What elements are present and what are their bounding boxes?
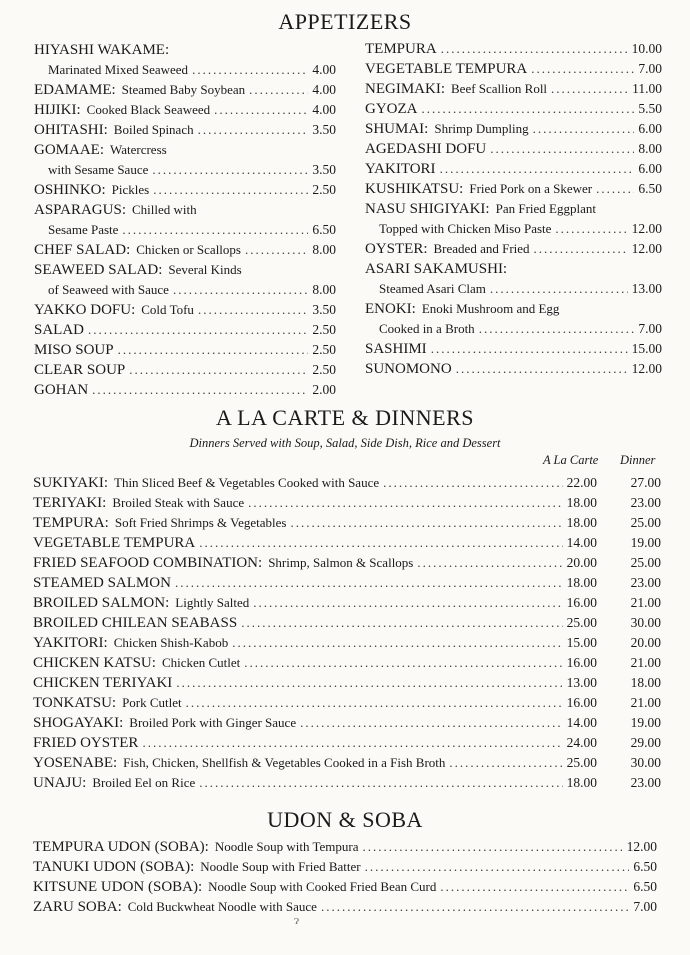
dinner-item (33, 533, 661, 553)
item-description: Broiled Steak with Sauce (112, 495, 245, 510)
menu-item (34, 100, 336, 120)
item-description: Broiled Pork with Ginger Sauce (129, 715, 297, 730)
item-line (365, 39, 662, 59)
a-la-carte-price: 18.00 (566, 495, 597, 510)
dinner-item (33, 493, 661, 513)
dinners-title: A LA CARTE & DINNERS (215, 405, 475, 430)
dot-leader (383, 473, 563, 493)
item-line (34, 280, 336, 300)
dot-leader (92, 380, 308, 400)
dinner-price: 21.00 (630, 695, 661, 710)
dinner-item (33, 773, 661, 793)
item-description: Shrimp Dumpling (434, 121, 529, 136)
dot-leader (249, 80, 308, 100)
item-description: Enoki Mushroom and Egg (421, 301, 560, 316)
udon-soba-title: UDON & SOBA (267, 807, 423, 832)
a-la-carte-price: 18.00 (566, 775, 597, 790)
a-la-carte-price: 18.00 (566, 575, 597, 590)
appetizers-title: APPETIZERS (278, 9, 412, 34)
dot-leader (152, 160, 308, 180)
dinners-list (33, 473, 661, 793)
item-description: Fried Pork on a Skewer (469, 181, 593, 196)
item-price: 5.50 (638, 101, 662, 116)
dot-leader (440, 877, 629, 897)
item-description: Breaded and Fried (433, 241, 530, 256)
ink-mark: ɂ (294, 912, 300, 927)
item-price: 13.00 (631, 281, 662, 296)
item-line (365, 279, 662, 299)
item-name: CHICKEN TERIYAKI (33, 675, 173, 691)
dinner-item (33, 693, 661, 713)
item-name: SUKIYAKI: (33, 475, 108, 491)
item-line (365, 339, 662, 359)
item-price: 2.50 (312, 342, 336, 357)
item-line (34, 220, 336, 240)
dot-leader (422, 99, 635, 119)
item-description: Soft Fried Shrimps & Vegetables (114, 515, 287, 530)
dot-leader (142, 733, 562, 753)
dot-leader (321, 897, 629, 917)
menu-item (365, 99, 662, 119)
a-la-carte-header: A La Carte (543, 453, 599, 467)
item-description: Pan Fried Eggplant (495, 201, 596, 216)
item-line (365, 159, 662, 179)
item-line (365, 119, 662, 139)
item-price: 6.50 (638, 181, 662, 196)
item-name: KUSHIKATSU: (365, 181, 464, 197)
menu-item (34, 140, 336, 180)
item-price: 8.00 (312, 282, 336, 297)
item-description: Chilled with (132, 202, 197, 217)
a-la-carte-price: 25.00 (566, 615, 597, 630)
a-la-carte-price: 16.00 (566, 595, 597, 610)
item-description: Cold Buckwheat Noodle with Sauce (127, 899, 317, 914)
menu-item (365, 299, 662, 339)
item-line (365, 139, 662, 159)
dinner-price: 20.00 (630, 635, 661, 650)
item-name: SALAD (34, 322, 85, 338)
item-description-continued: Sesame Paste (48, 222, 119, 237)
item-description: Thin Sliced Beef & Vegetables Cooked with Sauce (114, 475, 380, 490)
item-name: TEMPURA (365, 41, 437, 57)
dot-leader (232, 633, 562, 653)
item-name: CLEAR SOUP (34, 362, 126, 378)
item-line (34, 180, 336, 200)
dot-leader (186, 693, 563, 713)
item-price: 2.50 (312, 182, 336, 197)
item-description-continued: Topped with Chicken Miso Paste (379, 221, 552, 236)
dot-leader (88, 320, 308, 340)
item-description: Fish, Chicken, Shellfish & Vegetables Cooked in a Fish Broth (123, 755, 446, 770)
item-line (365, 219, 662, 239)
item-price: 6.50 (633, 859, 657, 874)
item-price: 7.00 (638, 61, 662, 76)
item-name: VEGETABLE TEMPURA (33, 535, 196, 551)
dinners-subtitle: Dinners Served with Soup, Salad, Side Dish, Rice and Dessert (189, 436, 501, 450)
menu-item (34, 380, 336, 400)
dot-leader (596, 179, 634, 199)
item-line (34, 320, 336, 340)
dot-leader (441, 39, 628, 59)
menu-item (365, 199, 662, 239)
item-price: 6.00 (638, 121, 662, 136)
menu-item (34, 40, 336, 80)
item-description: Steamed Baby Soybean (121, 82, 246, 97)
a-la-carte-price: 14.00 (566, 715, 597, 730)
menu-item (34, 240, 336, 260)
item-line (365, 259, 662, 279)
dinner-price: 23.00 (630, 495, 661, 510)
item-price: 8.00 (312, 242, 336, 257)
udon-soba-item (33, 877, 657, 897)
dinner-price: 25.00 (630, 555, 661, 570)
item-price: 6.50 (633, 879, 657, 894)
a-la-carte-price: 25.00 (566, 755, 597, 770)
dot-leader (551, 79, 628, 99)
item-description: Boiled Spinach (113, 122, 194, 137)
item-name: HIJIKI: (34, 102, 81, 118)
menu-item (34, 180, 336, 200)
item-price: 12.00 (631, 361, 662, 376)
dot-leader (253, 593, 562, 613)
item-description: Noodle Soup with Fried Batter (200, 859, 361, 874)
menu-item (365, 39, 662, 59)
item-price: 8.00 (638, 141, 662, 156)
item-name: AGEDASHI DOFU (365, 141, 487, 157)
item-name: MISO SOUP (34, 342, 114, 358)
dinner-price: 30.00 (630, 755, 661, 770)
dot-leader (534, 239, 628, 259)
item-name: HIYASHI WAKAME: (34, 42, 170, 58)
menu-item (34, 360, 336, 380)
item-description-continued: of Seaweed with Sauce (48, 282, 169, 297)
item-line (365, 79, 662, 99)
dot-leader (490, 139, 634, 159)
dot-leader (440, 159, 635, 179)
item-name: ASPARAGUS: (34, 202, 126, 218)
dinner-item (33, 573, 661, 593)
item-description: Chicken Cutlet (161, 655, 241, 670)
dot-leader (129, 360, 308, 380)
item-price: 6.00 (638, 161, 662, 176)
menu-item (365, 119, 662, 139)
dinner-item (33, 553, 661, 573)
item-description: Beef Scallion Roll (451, 81, 548, 96)
dinner-item (33, 733, 661, 753)
a-la-carte-price: 18.00 (566, 515, 597, 530)
item-name: VEGETABLE TEMPURA (365, 61, 528, 77)
dinner-item (33, 613, 661, 633)
item-name: ZARU SOBA: (33, 899, 122, 915)
dot-leader (365, 857, 630, 877)
a-la-carte-price: 15.00 (566, 635, 597, 650)
item-description: Several Kinds (168, 262, 242, 277)
item-description-continued: with Sesame Sauce (48, 162, 149, 177)
dinner-item (33, 673, 661, 693)
dot-leader (118, 340, 309, 360)
dinner-price: 23.00 (630, 775, 661, 790)
dinner-price: 30.00 (630, 615, 661, 630)
dinner-item (33, 513, 661, 533)
menu-item (34, 80, 336, 100)
item-description: Cold Tofu (141, 302, 194, 317)
udon-soba-list (33, 837, 657, 917)
item-price: 2.00 (312, 382, 336, 397)
item-price: 3.50 (312, 162, 336, 177)
dinner-price: 19.00 (630, 715, 661, 730)
item-name: TANUKI UDON (SOBA): (33, 859, 195, 875)
a-la-carte-price: 22.00 (566, 475, 597, 490)
item-name: KITSUNE UDON (SOBA): (33, 879, 203, 895)
menu-item (34, 320, 336, 340)
dot-leader (198, 120, 309, 140)
item-price: 4.00 (312, 82, 336, 97)
item-name: SASHIMI (365, 341, 427, 357)
item-price: 3.50 (312, 302, 336, 317)
a-la-carte-price: 24.00 (566, 735, 597, 750)
dot-leader (245, 240, 308, 260)
item-line (34, 200, 336, 220)
dinner-price: 29.00 (630, 735, 661, 750)
item-name: SHUMAI: (365, 121, 429, 137)
item-line (34, 60, 336, 80)
a-la-carte-price: 14.00 (566, 535, 597, 550)
dot-leader (363, 837, 623, 857)
item-line (34, 260, 336, 280)
item-line (34, 80, 336, 100)
item-line (34, 340, 336, 360)
item-price: 15.00 (631, 341, 662, 356)
item-name: TEMPURA: (33, 515, 109, 531)
dot-leader (153, 180, 308, 200)
dot-leader (531, 59, 634, 79)
dot-leader (176, 673, 562, 693)
item-price: 7.00 (638, 321, 662, 336)
dot-leader (122, 220, 308, 240)
item-description: Shrimp, Salmon & Scallops (268, 555, 414, 570)
item-name: NEGIMAKI: (365, 81, 445, 97)
item-name: BROILED SALMON: (33, 595, 170, 611)
dinner-item (33, 753, 661, 773)
udon-soba-item (33, 837, 657, 857)
item-name: CHICKEN KATSU: (33, 655, 156, 671)
item-name: BROILED CHILEAN SEABASS (33, 615, 238, 631)
dot-leader (241, 613, 562, 633)
menu-item (365, 339, 662, 359)
dot-leader (192, 60, 308, 80)
menu-item (34, 300, 336, 320)
dot-leader (449, 753, 562, 773)
dot-leader (199, 773, 562, 793)
menu-item (365, 79, 662, 99)
dot-leader (490, 279, 628, 299)
a-la-carte-price: 16.00 (566, 695, 597, 710)
item-description: Chicken Shish-Kabob (113, 635, 229, 650)
item-description: Pork Cutlet (122, 695, 182, 710)
item-name: STEAMED SALMON (33, 575, 171, 591)
a-la-carte-price: 16.00 (566, 655, 597, 670)
dinner-price: 27.00 (630, 475, 661, 490)
item-line (34, 120, 336, 140)
item-description-continued: Cooked in a Broth (379, 321, 475, 336)
dinner-price: 23.00 (630, 575, 661, 590)
item-line (34, 380, 336, 400)
item-line (365, 99, 662, 119)
menu-item (365, 239, 662, 259)
item-line (34, 240, 336, 260)
item-name: GOHAN (34, 382, 89, 398)
menu-item (34, 120, 336, 140)
dinner-price: 21.00 (630, 655, 661, 670)
item-price: 4.00 (312, 62, 336, 77)
item-price: 12.00 (631, 221, 662, 236)
item-name: GOMAAE: (34, 142, 104, 158)
dinner-price: 21.00 (630, 595, 661, 610)
dot-leader (555, 219, 627, 239)
item-name: YAKITORI (365, 161, 436, 177)
dot-leader (479, 319, 635, 339)
item-line (34, 300, 336, 320)
menu-item (34, 200, 336, 240)
menu-item (365, 359, 662, 379)
item-name: SEAWEED SALAD: (34, 262, 163, 278)
item-name: FRIED OYSTER (33, 735, 139, 751)
item-name: OSHINKO: (34, 182, 106, 198)
udon-soba-item (33, 897, 657, 917)
dot-leader (248, 493, 563, 513)
item-price: 2.50 (312, 362, 336, 377)
item-name: CHEF SALAD: (34, 242, 131, 258)
a-la-carte-price: 13.00 (566, 675, 597, 690)
item-name: GYOZA (365, 101, 418, 117)
item-name: UNAJU: (33, 775, 87, 791)
item-name: TERIYAKI: (33, 495, 107, 511)
item-description: Broiled Eel on Rice (92, 775, 196, 790)
item-name: FRIED SEAFOOD COMBINATION: (33, 555, 263, 571)
dot-leader (244, 653, 562, 673)
item-price: 7.00 (633, 899, 657, 914)
menu-item (365, 179, 662, 199)
item-price: 4.00 (312, 102, 336, 117)
item-name: NASU SHIGIYAKI: (365, 201, 490, 217)
item-line (34, 140, 336, 160)
item-name: YAKITORI: (33, 635, 108, 651)
menu-item (365, 159, 662, 179)
dot-leader (198, 300, 308, 320)
dinner-price: 25.00 (630, 515, 661, 530)
item-description: Cooked Black Seaweed (86, 102, 211, 117)
dot-leader (417, 553, 562, 573)
item-price: 3.50 (312, 122, 336, 137)
dot-leader (214, 100, 308, 120)
dinner-item (33, 593, 661, 613)
item-price: 10.00 (631, 41, 662, 56)
dinner-header: Dinner (620, 453, 656, 467)
dot-leader (173, 280, 308, 300)
item-description: Noodle Soup with Cooked Fried Bean Curd (208, 879, 437, 894)
dinner-item (33, 653, 661, 673)
menu-item (34, 340, 336, 360)
dot-leader (290, 513, 562, 533)
a-la-carte-price: 20.00 (566, 555, 597, 570)
item-price: 6.50 (312, 222, 336, 237)
dot-leader (456, 359, 628, 379)
appetizers-right-column (365, 39, 662, 379)
item-price: 12.00 (626, 839, 657, 854)
item-description: Watercress (110, 142, 167, 157)
item-line (365, 239, 662, 259)
item-name: SUNOMONO (365, 361, 452, 377)
item-line (365, 179, 662, 199)
item-description: Noodle Soup with Tempura (214, 839, 359, 854)
item-name: ENOKI: (365, 301, 416, 317)
dot-leader (533, 119, 635, 139)
dot-leader (175, 573, 563, 593)
item-line (365, 59, 662, 79)
item-description: Pickles (111, 182, 150, 197)
item-line (365, 199, 662, 219)
udon-soba-item (33, 857, 657, 877)
item-description: Steamed Asari Clam (379, 281, 486, 296)
dinner-price: 19.00 (630, 535, 661, 550)
item-name: OYSTER: (365, 241, 428, 257)
dinner-item (33, 473, 661, 493)
item-description: Chicken or Scallops (136, 242, 241, 257)
menu-item (365, 259, 662, 299)
item-name: YOSENABE: (33, 755, 118, 771)
item-line (34, 360, 336, 380)
appetizers-left-column (34, 40, 336, 400)
menu-item (365, 59, 662, 79)
item-name: ASARI SAKAMUSHI: (365, 261, 508, 277)
dot-leader (199, 533, 562, 553)
menu-item (365, 139, 662, 159)
item-line (34, 100, 336, 120)
menu-item (34, 260, 336, 300)
item-name: OHITASHI: (34, 122, 108, 138)
item-name: YAKKO DOFU: (34, 302, 136, 318)
item-name: TEMPURA UDON (SOBA): (33, 839, 209, 855)
item-name: TONKATSU: (33, 695, 117, 711)
item-line (365, 319, 662, 339)
item-line (34, 40, 336, 60)
item-line (34, 160, 336, 180)
dinner-item (33, 633, 661, 653)
item-description: Marinated Mixed Seaweed (48, 62, 189, 77)
item-price: 11.00 (632, 81, 662, 96)
dot-leader (300, 713, 563, 733)
item-price: 2.50 (312, 322, 336, 337)
item-line (365, 299, 662, 319)
item-description: Lightly Salted (175, 595, 250, 610)
dinner-item (33, 713, 661, 733)
item-line (365, 359, 662, 379)
dinner-price: 18.00 (630, 675, 661, 690)
item-name: EDAMAME: (34, 82, 116, 98)
dot-leader (431, 339, 628, 359)
item-price: 12.00 (631, 241, 662, 256)
item-name: SHOGAYAKI: (33, 715, 124, 731)
